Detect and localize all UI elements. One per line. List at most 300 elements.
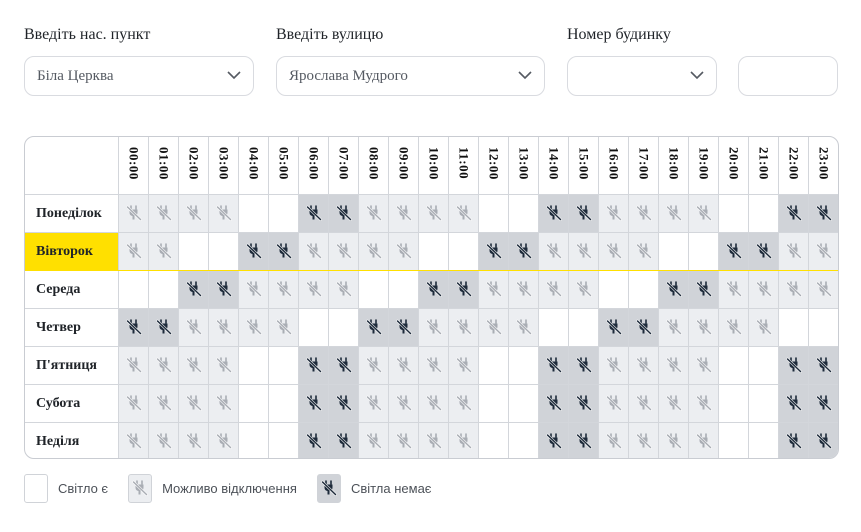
hour-label: 21:00 <box>756 146 772 180</box>
hour-header-row <box>25 137 839 195</box>
extra-input[interactable] <box>738 56 838 96</box>
slot-possible-outage <box>539 233 569 271</box>
no-power-icon <box>546 395 562 411</box>
hour-header <box>449 137 479 195</box>
possible-outage-icon <box>186 395 202 411</box>
slot-possible-outage <box>389 385 419 423</box>
hour-label: 06:00 <box>306 146 322 180</box>
street-label: Введіть вулицю <box>276 26 384 43</box>
possible-outage-icon <box>156 243 172 259</box>
possible-outage-icon <box>546 243 562 259</box>
day-row <box>25 195 839 233</box>
hour-label: 14:00 <box>546 146 562 180</box>
possible-outage-icon <box>366 395 382 411</box>
day-label: Четвер <box>25 309 119 347</box>
possible-outage-icon <box>666 319 682 335</box>
possible-outage-icon <box>726 319 742 335</box>
hour-label: 19:00 <box>696 146 712 180</box>
no-power-icon <box>336 205 352 221</box>
possible-outage-icon <box>276 319 292 335</box>
slot-possible-outage <box>659 423 689 460</box>
possible-outage-icon <box>666 205 682 221</box>
no-power-icon <box>546 433 562 449</box>
possible-outage-icon <box>636 205 652 221</box>
possible-outage-icon <box>636 395 652 411</box>
possible-outage-icon <box>126 433 142 449</box>
slot-possible-outage <box>419 347 449 385</box>
possible-outage-icon <box>816 281 832 297</box>
no-power-icon <box>426 281 442 297</box>
chevron-down-icon <box>690 70 704 80</box>
slot-no-power <box>479 233 509 271</box>
possible-outage-icon <box>426 357 442 373</box>
slot-possible-outage <box>149 347 179 385</box>
possible-outage-icon <box>156 433 172 449</box>
slot-power-on <box>509 423 539 460</box>
slot-possible-outage <box>659 347 689 385</box>
hour-label: 16:00 <box>606 146 622 180</box>
slot-possible-outage <box>689 423 719 460</box>
day-label: Середа <box>25 271 119 309</box>
slot-possible-outage <box>119 195 149 233</box>
slot-possible-outage <box>239 271 269 309</box>
no-power-icon <box>396 319 412 335</box>
slot-power-on <box>389 271 419 309</box>
possible-outage-icon <box>666 395 682 411</box>
possible-outage-icon <box>306 243 322 259</box>
slot-possible-outage <box>479 271 509 309</box>
slot-power-on <box>269 347 299 385</box>
slot-possible-outage <box>779 271 809 309</box>
slot-power-on <box>479 385 509 423</box>
outage-schedule-table <box>24 136 839 459</box>
slot-possible-outage <box>659 385 689 423</box>
possible-outage-icon <box>756 281 772 297</box>
possible-outage-icon <box>336 243 352 259</box>
slot-possible-outage <box>449 347 479 385</box>
slot-no-power <box>359 309 389 347</box>
slot-possible-outage <box>329 233 359 271</box>
hour-header <box>629 137 659 195</box>
slot-possible-outage <box>179 423 209 460</box>
slot-possible-outage <box>629 385 659 423</box>
no-power-icon <box>306 433 322 449</box>
possible-outage-icon <box>696 205 712 221</box>
slot-possible-outage <box>389 423 419 460</box>
possible-outage-icon <box>216 319 232 335</box>
slot-power-on <box>659 233 689 271</box>
hour-header <box>209 137 239 195</box>
hour-label: 23:00 <box>816 146 832 180</box>
possible-outage-icon <box>786 281 802 297</box>
possible-outage-icon <box>396 243 412 259</box>
hour-label: 10:00 <box>426 146 442 180</box>
possible-outage-icon <box>246 281 262 297</box>
slot-no-power <box>779 385 809 423</box>
possible-outage-icon <box>216 433 232 449</box>
possible-outage-icon <box>666 433 682 449</box>
possible-outage-icon <box>726 281 742 297</box>
slot-power-on <box>539 309 569 347</box>
hour-label: 12:00 <box>486 146 502 180</box>
slot-possible-outage <box>479 309 509 347</box>
possible-outage-icon <box>156 357 172 373</box>
hour-header <box>179 137 209 195</box>
hour-header <box>419 137 449 195</box>
hour-header <box>599 137 629 195</box>
no-power-icon <box>336 395 352 411</box>
possible-outage-icon <box>186 205 202 221</box>
hour-label: 00:00 <box>126 146 142 180</box>
day-row <box>25 271 839 309</box>
no-power-icon <box>576 205 592 221</box>
legend-off-label: Світла немає <box>350 480 432 496</box>
no-power-icon <box>696 281 712 297</box>
hour-label: 08:00 <box>366 146 382 180</box>
no-power-icon <box>816 357 832 373</box>
slot-power-on <box>749 423 779 460</box>
slot-possible-outage <box>419 309 449 347</box>
hour-header <box>659 137 689 195</box>
possible-outage-icon <box>366 433 382 449</box>
slot-power-on <box>449 233 479 271</box>
slot-no-power <box>239 233 269 271</box>
slot-possible-outage <box>149 195 179 233</box>
possible-outage-icon <box>456 395 472 411</box>
slot-possible-outage <box>179 309 209 347</box>
slot-no-power <box>629 309 659 347</box>
hour-header <box>149 137 179 195</box>
slot-no-power <box>809 347 839 385</box>
slot-possible-outage <box>359 423 389 460</box>
legend-on-swatch <box>24 474 48 503</box>
day-row <box>25 233 839 271</box>
slot-no-power <box>569 423 599 460</box>
slot-no-power <box>749 233 779 271</box>
no-power-icon <box>786 205 802 221</box>
possible-outage-icon <box>396 433 412 449</box>
no-power-icon <box>336 433 352 449</box>
hour-label: 11:00 <box>456 146 472 180</box>
slot-no-power <box>539 347 569 385</box>
slot-power-on <box>239 423 269 460</box>
slot-power-on <box>419 233 449 271</box>
slot-no-power <box>389 309 419 347</box>
slot-possible-outage <box>419 423 449 460</box>
slot-possible-outage <box>359 385 389 423</box>
slot-possible-outage <box>779 233 809 271</box>
slot-possible-outage <box>629 423 659 460</box>
day-label: Субота <box>25 385 119 423</box>
slot-possible-outage <box>599 385 629 423</box>
slot-possible-outage <box>329 271 359 309</box>
no-power-icon <box>246 243 262 259</box>
slot-no-power <box>209 271 239 309</box>
hour-header <box>539 137 569 195</box>
possible-outage-icon <box>366 357 382 373</box>
hour-header <box>479 137 509 195</box>
slot-power-on <box>149 271 179 309</box>
slot-possible-outage <box>149 233 179 271</box>
slot-power-on <box>719 385 749 423</box>
slot-no-power <box>449 271 479 309</box>
slot-possible-outage <box>719 309 749 347</box>
slot-possible-outage <box>209 423 239 460</box>
no-power-icon <box>816 205 832 221</box>
slot-possible-outage <box>689 195 719 233</box>
possible-outage-icon <box>426 433 442 449</box>
no-power-icon <box>186 281 202 297</box>
slot-possible-outage <box>509 271 539 309</box>
slot-possible-outage <box>179 195 209 233</box>
slot-power-on <box>749 385 779 423</box>
slot-power-on <box>779 309 809 347</box>
slot-no-power <box>809 195 839 233</box>
slot-possible-outage <box>209 195 239 233</box>
possible-outage-icon <box>366 243 382 259</box>
slot-no-power <box>179 271 209 309</box>
slot-no-power <box>119 309 149 347</box>
slot-possible-outage <box>359 195 389 233</box>
house-label: Номер будинку <box>567 26 671 43</box>
slot-possible-outage <box>269 271 299 309</box>
possible-outage-icon <box>606 395 622 411</box>
possible-outage-icon <box>456 357 472 373</box>
slot-possible-outage <box>239 309 269 347</box>
slot-no-power <box>299 385 329 423</box>
slot-possible-outage <box>659 309 689 347</box>
slot-possible-outage <box>509 309 539 347</box>
slot-possible-outage <box>119 233 149 271</box>
legend-maybe-label: Можливо відключення <box>162 480 297 496</box>
legend-off-swatch <box>317 474 341 503</box>
slot-possible-outage <box>119 423 149 460</box>
possible-outage-icon <box>156 205 172 221</box>
slot-power-on <box>749 347 779 385</box>
slot-possible-outage <box>569 233 599 271</box>
no-power-icon <box>366 319 382 335</box>
slot-possible-outage <box>419 195 449 233</box>
hour-header <box>569 137 599 195</box>
hour-label: 18:00 <box>666 146 682 180</box>
slot-no-power <box>299 423 329 460</box>
slot-power-on <box>239 385 269 423</box>
slot-no-power <box>689 271 719 309</box>
no-power-icon <box>786 395 802 411</box>
slot-no-power <box>539 423 569 460</box>
possible-outage-icon <box>606 205 622 221</box>
slot-possible-outage <box>389 233 419 271</box>
slot-possible-outage <box>449 309 479 347</box>
slot-no-power <box>779 347 809 385</box>
no-power-icon <box>336 357 352 373</box>
hour-label: 13:00 <box>516 146 532 180</box>
no-power-icon <box>486 243 502 259</box>
hour-label: 05:00 <box>276 146 292 180</box>
no-power-icon <box>546 205 562 221</box>
slot-no-power <box>299 347 329 385</box>
day-label: Понеділок <box>25 195 119 233</box>
slot-possible-outage <box>809 271 839 309</box>
street-select[interactable] <box>276 56 545 96</box>
slot-power-on <box>509 347 539 385</box>
day-label: П'ятниця <box>25 347 119 385</box>
chevron-down-icon <box>227 70 241 80</box>
no-power-icon <box>126 319 142 335</box>
slot-no-power <box>419 271 449 309</box>
slot-no-power <box>719 233 749 271</box>
possible-outage-icon <box>576 243 592 259</box>
hour-header <box>239 137 269 195</box>
no-power-icon <box>276 243 292 259</box>
slot-possible-outage <box>689 347 719 385</box>
possible-outage-icon <box>126 205 142 221</box>
possible-outage-icon <box>786 243 802 259</box>
slot-possible-outage <box>449 385 479 423</box>
slot-possible-outage <box>389 347 419 385</box>
slot-possible-outage <box>359 233 389 271</box>
possible-outage-icon <box>456 433 472 449</box>
possible-outage-icon <box>126 243 142 259</box>
hour-label: 15:00 <box>576 146 592 180</box>
day-label: Неділя <box>25 423 119 460</box>
hour-label: 22:00 <box>786 146 802 180</box>
slot-power-on <box>479 347 509 385</box>
city-select[interactable] <box>24 56 254 96</box>
day-row <box>25 385 839 423</box>
slot-power-on <box>749 195 779 233</box>
slot-possible-outage <box>419 385 449 423</box>
possible-outage-icon <box>636 433 652 449</box>
no-power-icon <box>756 243 772 259</box>
slot-possible-outage <box>749 271 779 309</box>
slot-possible-outage <box>149 385 179 423</box>
legend-maybe-swatch <box>128 474 152 503</box>
slot-possible-outage <box>179 347 209 385</box>
hour-header <box>509 137 539 195</box>
slot-power-on <box>719 423 749 460</box>
slot-no-power <box>779 195 809 233</box>
slot-no-power <box>569 347 599 385</box>
hour-label: 09:00 <box>396 146 412 180</box>
hour-header <box>749 137 779 195</box>
slot-possible-outage <box>209 347 239 385</box>
slot-no-power <box>659 271 689 309</box>
slot-no-power <box>809 423 839 460</box>
possible-outage-icon <box>396 395 412 411</box>
hour-header <box>389 137 419 195</box>
hour-header <box>359 137 389 195</box>
slot-possible-outage <box>359 347 389 385</box>
possible-outage-icon <box>546 281 562 297</box>
possible-outage-icon <box>456 319 472 335</box>
slot-power-on <box>119 271 149 309</box>
slot-power-on <box>719 195 749 233</box>
slot-possible-outage <box>209 385 239 423</box>
slot-power-on <box>239 195 269 233</box>
hour-label: 04:00 <box>246 146 262 180</box>
house-select[interactable] <box>567 56 717 96</box>
slot-no-power <box>329 195 359 233</box>
possible-outage-icon <box>156 395 172 411</box>
possible-outage-icon <box>576 281 592 297</box>
no-power-icon <box>636 319 652 335</box>
day-row <box>25 309 839 347</box>
legend <box>24 473 451 503</box>
possible-outage-icon <box>426 205 442 221</box>
possible-outage-icon <box>606 357 622 373</box>
slot-no-power <box>539 195 569 233</box>
possible-outage-icon <box>636 243 652 259</box>
possible-outage-icon <box>396 357 412 373</box>
slot-possible-outage <box>659 195 689 233</box>
possible-outage-icon <box>246 319 262 335</box>
slot-possible-outage <box>599 423 629 460</box>
slot-power-on <box>209 233 239 271</box>
possible-outage-icon <box>336 281 352 297</box>
possible-outage-icon <box>426 319 442 335</box>
possible-outage-icon <box>306 281 322 297</box>
hour-header <box>329 137 359 195</box>
slot-possible-outage <box>179 385 209 423</box>
hour-label: 03:00 <box>216 146 232 180</box>
slot-possible-outage <box>629 195 659 233</box>
hour-label: 02:00 <box>186 146 202 180</box>
slot-possible-outage <box>689 385 719 423</box>
street-select-value: Ярослава Мудрого <box>289 68 408 84</box>
no-power-icon <box>306 395 322 411</box>
slot-possible-outage <box>449 423 479 460</box>
slot-power-on <box>479 423 509 460</box>
possible-outage-icon <box>456 205 472 221</box>
slot-possible-outage <box>629 347 659 385</box>
possible-outage-icon <box>216 395 232 411</box>
slot-possible-outage <box>809 233 839 271</box>
hour-header <box>779 137 809 195</box>
slot-possible-outage <box>599 195 629 233</box>
slot-no-power <box>269 233 299 271</box>
slot-no-power <box>299 195 329 233</box>
possible-outage-icon <box>186 319 202 335</box>
no-power-icon <box>306 205 322 221</box>
no-power-icon <box>576 433 592 449</box>
slot-power-on <box>719 347 749 385</box>
no-power-icon <box>726 243 742 259</box>
possible-outage-icon <box>186 433 202 449</box>
slot-possible-outage <box>299 271 329 309</box>
day-row <box>25 423 839 460</box>
slot-power-on <box>629 271 659 309</box>
slot-possible-outage <box>299 233 329 271</box>
possible-outage-icon <box>126 357 142 373</box>
slot-no-power <box>569 385 599 423</box>
slot-power-on <box>269 423 299 460</box>
slot-power-on <box>359 271 389 309</box>
hour-label: 17:00 <box>636 146 652 180</box>
slot-no-power <box>329 347 359 385</box>
possible-outage-icon <box>666 357 682 373</box>
slot-power-on <box>269 195 299 233</box>
no-power-icon <box>516 243 532 259</box>
no-power-icon <box>666 281 682 297</box>
hour-label: 07:00 <box>336 146 352 180</box>
chevron-down-icon <box>518 70 532 80</box>
slot-power-on <box>569 309 599 347</box>
slot-no-power <box>779 423 809 460</box>
slot-power-on <box>809 309 839 347</box>
hour-header <box>719 137 749 195</box>
possible-outage-icon <box>216 205 232 221</box>
